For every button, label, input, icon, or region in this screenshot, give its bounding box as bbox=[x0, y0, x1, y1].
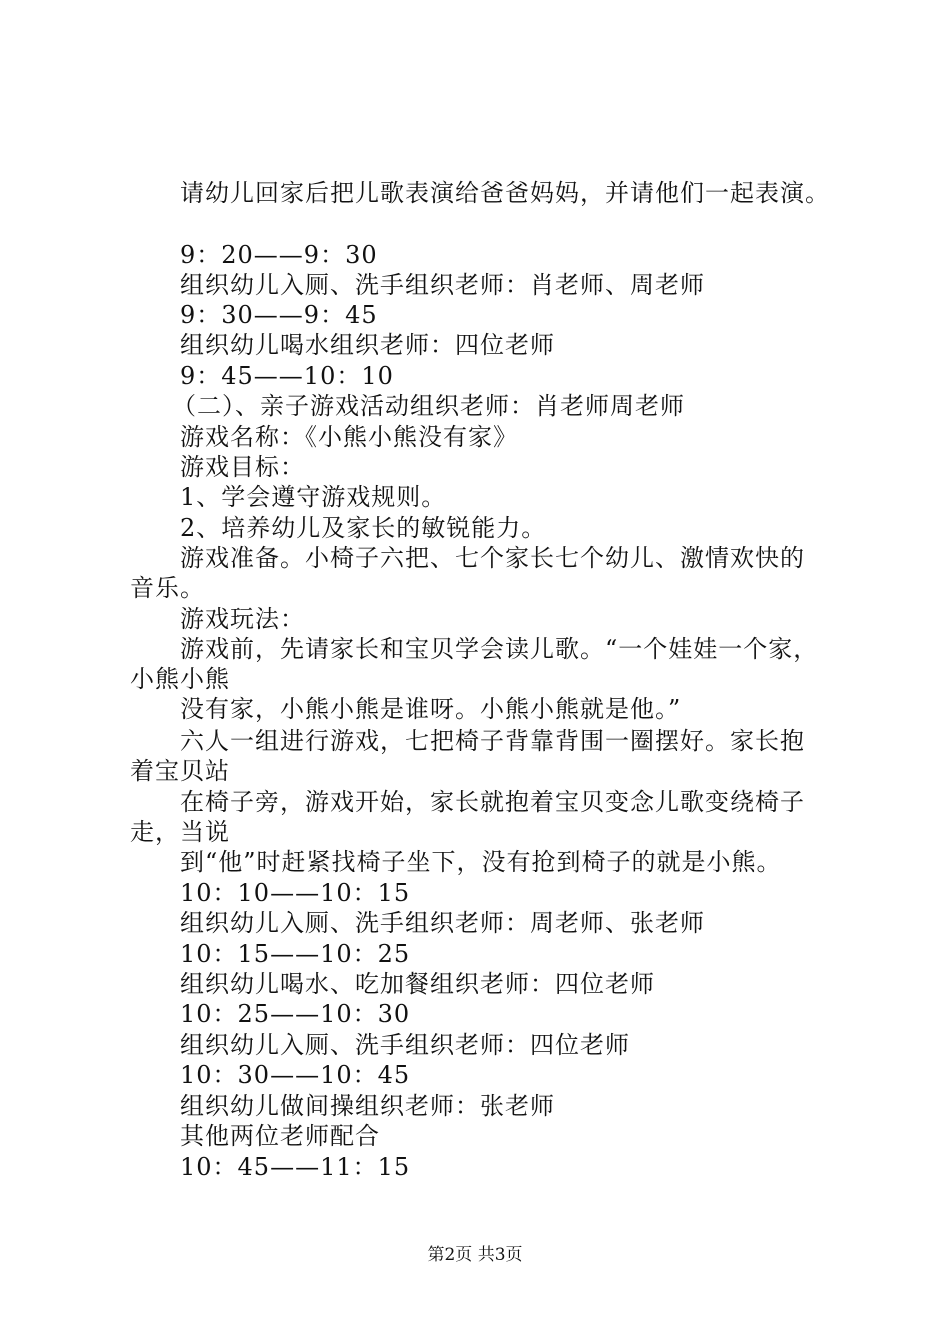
time-slot: 9：45——10：10 bbox=[180, 362, 394, 390]
text-line: 走，当说 bbox=[130, 818, 230, 846]
text-line: 组织幼儿入厕、洗手组织老师：周老师、张老师 bbox=[180, 909, 705, 937]
text-line: 游戏准备。小椅子六把、七个家长七个幼儿、激情欢快的 bbox=[180, 544, 805, 572]
text-line: 没有家，小熊小熊是谁呀。小熊小熊就是他。” bbox=[180, 695, 682, 723]
text-line: 小熊小熊 bbox=[130, 665, 230, 693]
time-slot: 10：30——10：45 bbox=[180, 1061, 411, 1089]
text-line: 请幼儿回家后把儿歌表演给爸爸妈妈，并请他们一起表演。 bbox=[180, 179, 830, 207]
text-line: 2、培养幼儿及家长的敏锐能力。 bbox=[180, 514, 547, 542]
text-line: 组织幼儿入厕、洗手组织老师：肖老师、周老师 bbox=[180, 271, 705, 299]
text-line: 其他两位老师配合 bbox=[180, 1122, 380, 1150]
text-line: 在椅子旁，游戏开始，家长就抱着宝贝变念儿歌变绕椅子 bbox=[180, 788, 805, 816]
text-line: 到“他”时赶紧找椅子坐下，没有抢到椅子的就是小熊。 bbox=[180, 848, 782, 876]
text-line: 组织幼儿做间操组织老师：张老师 bbox=[180, 1092, 555, 1120]
text-line: 组织幼儿喝水、吃加餐组织老师：四位老师 bbox=[180, 970, 655, 998]
section-heading: （二）、亲子游戏活动组织老师：肖老师周老师 bbox=[172, 392, 685, 420]
text-line: 游戏名称：《小熊小熊没有家》 bbox=[180, 423, 518, 451]
time-slot: 10：45——11：15 bbox=[180, 1153, 411, 1181]
time-slot: 10：25——10：30 bbox=[180, 1000, 411, 1028]
text-line: 1、学会遵守游戏规则。 bbox=[180, 483, 447, 511]
time-slot: 9：30——9：45 bbox=[180, 301, 378, 329]
time-slot: 10：15——10：25 bbox=[180, 940, 411, 968]
time-slot: 9：20——9：30 bbox=[180, 241, 378, 269]
text-line: 游戏前，先请家长和宝贝学会读儿歌。“一个娃娃一个家， bbox=[180, 635, 819, 663]
time-slot: 10：10——10：15 bbox=[180, 879, 411, 907]
text-line: 游戏目标： bbox=[180, 453, 305, 481]
text-line: 着宝贝站 bbox=[130, 757, 230, 785]
text-line: 组织幼儿喝水组织老师：四位老师 bbox=[180, 331, 555, 359]
text-line: 组织幼儿入厕、洗手组织老师：四位老师 bbox=[180, 1031, 630, 1059]
text-line: 音乐。 bbox=[130, 574, 205, 602]
text-line: 六人一组进行游戏，七把椅子背靠背围一圈摆好。家长抱 bbox=[180, 727, 805, 755]
text-line: 游戏玩法： bbox=[180, 605, 305, 633]
page-footer: 第2页 共3页 bbox=[427, 1245, 523, 1265]
